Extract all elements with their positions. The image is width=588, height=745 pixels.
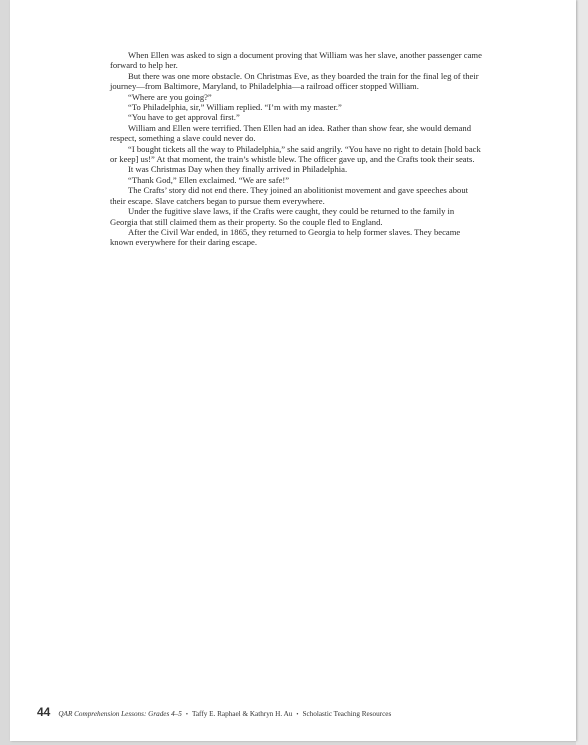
paragraph: William and Ellen were terrified. Then Ellen had an idea. Rather than show fear, she would demand respect, something a slave could never do. bbox=[110, 122, 472, 144]
footer-publisher: Scholastic Teaching Resources bbox=[302, 710, 392, 718]
paragraph: The Crafts’ story did not end there. They joined an abolitionist movement and gave speeches about their escape. Slave catchers began to pursue them everywhere. bbox=[110, 185, 468, 206]
page-footer bbox=[37, 705, 391, 719]
paragraph: After the Civil War ended, in 1865, they returned to Georgia to help former slaves. They became known everywhere for their daring escape. bbox=[110, 226, 461, 248]
page-edge bbox=[576, 0, 588, 745]
book-title: QAR Comprehension Lessons: Grades 4–5 bbox=[58, 710, 182, 718]
bullet-separator: • bbox=[185, 712, 188, 718]
page-number: 44 bbox=[37, 705, 51, 719]
paragraph: “I bought tickets all the way to Philadelphia,” she said angrily. “You have no right to detain [hold back or keep] us!” At that moment, the train’s whistle blew. The officer gave up, and the Crafts took their seats. bbox=[110, 143, 481, 165]
paragraph: “Thank God,” Ellen exclaimed. “We are safe!” bbox=[128, 174, 290, 185]
footer-authors: Taffy E. Raphael & Kathryn H. Au bbox=[191, 710, 293, 718]
paragraph: “Where are you going?” bbox=[128, 91, 212, 102]
document-page bbox=[10, 0, 576, 741]
paragraph: But there was one more obstacle. On Christmas Eve, as they boarded the train for the final leg of their journey—from Baltimore, Maryland, to Philadelphia—a railroad officer stopped William. bbox=[110, 70, 479, 92]
story-body bbox=[110, 50, 482, 248]
paragraph: It was Christmas Day when they finally arrived in Philadelphia. bbox=[128, 164, 348, 175]
paragraph: “You have to get approval first.” bbox=[128, 112, 240, 123]
paragraph: “To Philadelphia, sir,” William replied. “I’m with my master.” bbox=[128, 102, 342, 113]
bullet-separator: • bbox=[296, 712, 299, 718]
paragraph: When Ellen was asked to sign a document proving that William was her slave, another passenger came forward to help her. bbox=[110, 50, 482, 71]
paragraph: Under the fugitive slave laws, if the Crafts were caught, they could be returned to the family in Georgia that still claimed them as their property. So the couple fled to England. bbox=[110, 206, 455, 227]
